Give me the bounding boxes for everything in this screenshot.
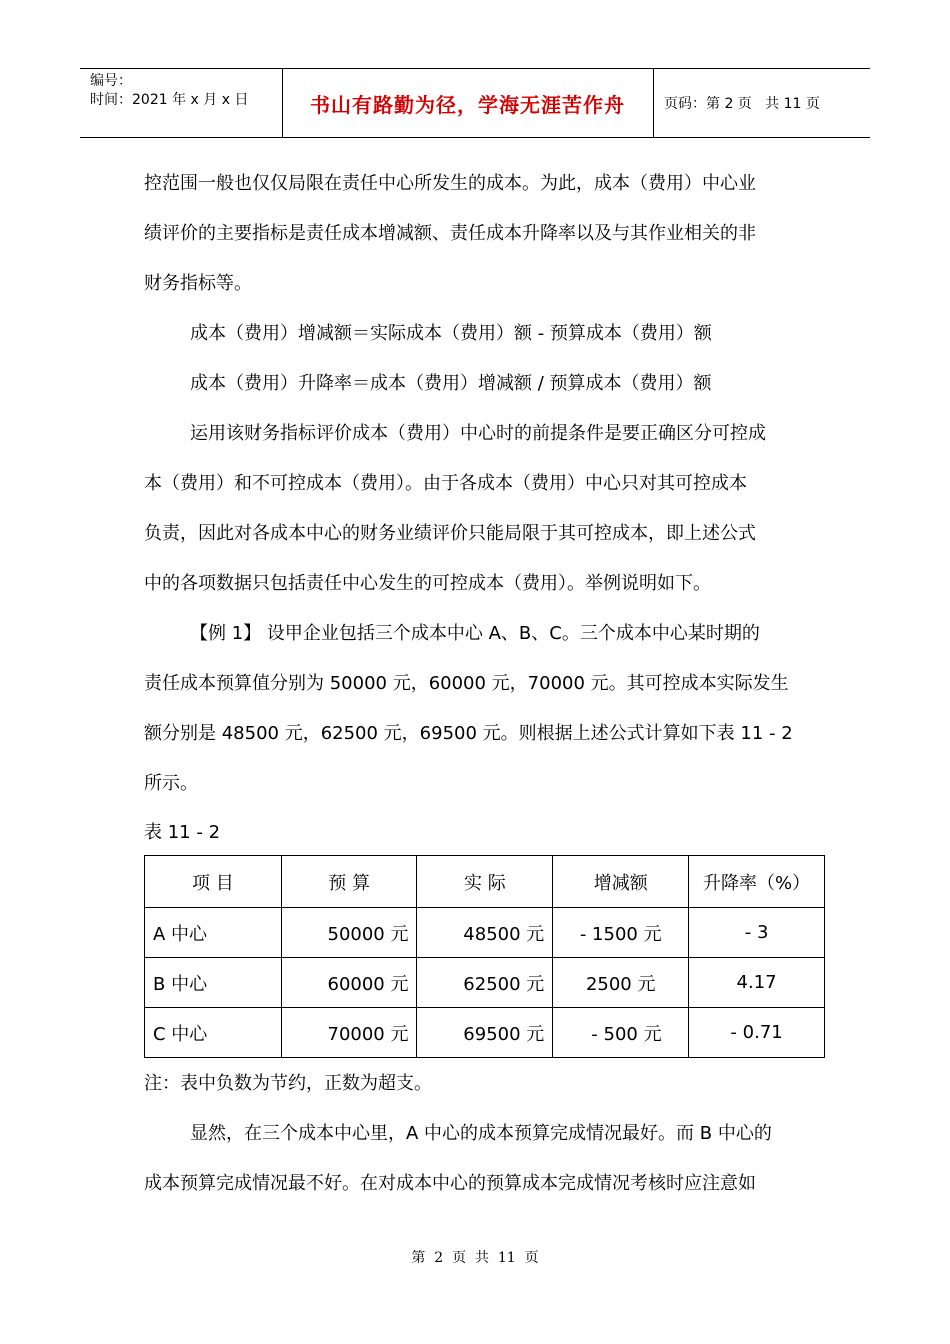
table-header-row xyxy=(145,856,825,908)
paragraph-line: 显然，在三个成本中心里，A 中心的成本预算完成情况最好。而 B 中心的 xyxy=(190,1123,772,1144)
paragraph-line: 成本预算完成情况最不好。在对成本中心的预算成本完成情况考核时应注意如 xyxy=(144,1173,756,1194)
paragraph-line: 本（费用）和不可控成本（费用）。由于各成本（费用）中心只对其可控成本 xyxy=(144,473,747,494)
table-row xyxy=(145,1008,825,1058)
formula-line: 成本（费用）增减额＝实际成本（费用）额 - 预算成本（费用）额 xyxy=(190,323,712,344)
table-cell: 4.17 xyxy=(689,958,825,1008)
paragraph-line: 控范围一般也仅仅局限在责任中心所发生的成本。为此，成本（费用）中心业 xyxy=(144,173,756,194)
table-cell: 70000 元 xyxy=(281,1008,417,1058)
paragraph-line: 财务指标等。 xyxy=(144,273,252,294)
table-caption: 表 11 - 2 xyxy=(144,822,221,843)
paragraph-line: 负责，因此对各成本中心的财务业绩评价只能局限于其可控成本，即上述公式 xyxy=(144,523,756,544)
header-meta xyxy=(90,72,248,110)
table-cell: 69500 元 xyxy=(417,1008,553,1058)
document-date: 时间：2021 年 x 月 x 日 xyxy=(90,92,249,108)
paragraph-line: 所示。 xyxy=(144,773,198,794)
paragraph-line: 绩评价的主要指标是责任成本增减额、责任成本升降率以及与其作业相关的非 xyxy=(144,223,756,244)
table-cell: 62500 元 xyxy=(417,958,553,1008)
page-footer: 第 2 页 共 11 页 xyxy=(411,1250,539,1266)
table-cell: B 中心 xyxy=(145,958,282,1008)
table-header-cell: 增减额 xyxy=(553,856,689,908)
paragraph-line: 额分别是 48500 元，62500 元，69500 元。则根据上述公式计算如下表 11 - 2 xyxy=(144,723,793,744)
table-row xyxy=(145,958,825,1008)
table-cell: A 中心 xyxy=(145,908,282,958)
table-cell: - 500 元 xyxy=(553,1008,689,1058)
paragraph-line: 运用该财务指标评价成本（费用）中心时的前提条件是要正确区分可控成 xyxy=(190,423,766,444)
cost-center-table xyxy=(144,855,825,1058)
table-cell: - 1500 元 xyxy=(553,908,689,958)
header-divider xyxy=(653,69,654,137)
document-number-label: 编号： xyxy=(90,73,132,89)
table-cell: 60000 元 xyxy=(281,958,417,1008)
formula-line: 成本（费用）升降率＝成本（费用）增减额 / 预算成本（费用）额 xyxy=(190,373,712,394)
table-cell: - 0.71 xyxy=(689,1008,825,1058)
table-cell: 50000 元 xyxy=(281,908,417,958)
example-line: 【例 1】 设甲企业包括三个成本中心 A、B、C。三个成本中心某时期的 xyxy=(190,623,760,644)
table-cell: 2500 元 xyxy=(553,958,689,1008)
table-header-cell: 项 目 xyxy=(145,856,282,908)
paragraph-line: 中的各项数据只包括责任中心发生的可控成本（费用）。举例说明如下。 xyxy=(144,573,711,594)
page-header xyxy=(80,68,870,138)
paragraph-line: 责任成本预算值分别为 50000 元，60000 元，70000 元。其可控成本实际发生 xyxy=(144,673,789,694)
table-row xyxy=(145,908,825,958)
table-cell: - 3 xyxy=(689,908,825,958)
table-note: 注：表中负数为节约，正数为超支。 xyxy=(144,1073,432,1094)
table-header-cell: 实 际 xyxy=(417,856,553,908)
table-header-cell: 预 算 xyxy=(281,856,417,908)
table-cell: 48500 元 xyxy=(417,908,553,958)
table-header-cell: 升降率（%） xyxy=(689,856,825,908)
header-page-info: 页码：第 2 页 共 11 页 xyxy=(664,96,820,112)
header-motto: 书山有路勤为径，学海无涯苦作舟 xyxy=(310,92,625,117)
table-cell: C 中心 xyxy=(145,1008,282,1058)
